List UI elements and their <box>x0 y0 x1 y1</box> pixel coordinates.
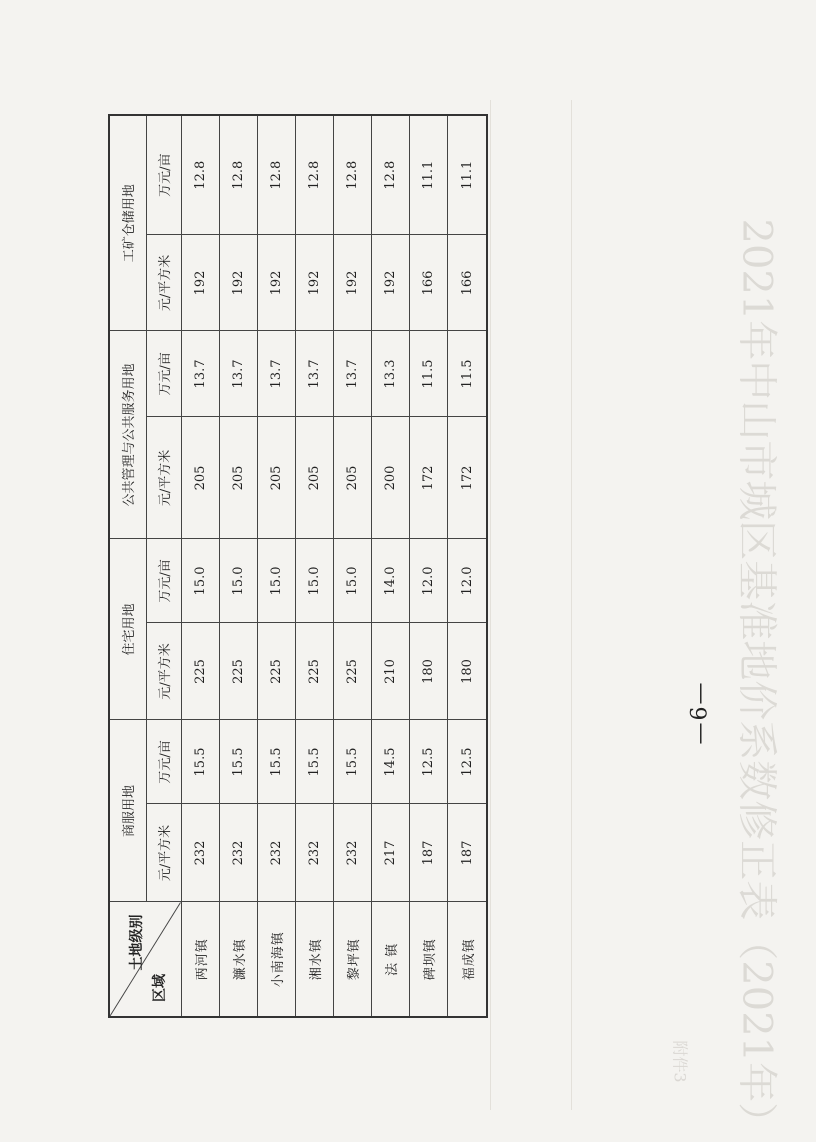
show-through-lines <box>490 100 572 1110</box>
table-cell: 192 <box>334 235 372 331</box>
unit-yuan-per-sqm: 元/平方米 <box>146 417 181 539</box>
table-cell: 225 <box>334 623 372 720</box>
table-cell: 205 <box>219 417 257 539</box>
table-cell: 14.0 <box>372 539 410 623</box>
town-name: 福成镇 <box>448 902 487 1017</box>
table-cell: 12.8 <box>372 115 410 235</box>
table-cell: 13.7 <box>295 331 333 417</box>
table-row <box>372 115 410 1017</box>
table-row <box>295 115 333 1017</box>
table-cell: 232 <box>257 804 295 902</box>
table-cell: 205 <box>334 417 372 539</box>
table-cell: 13.7 <box>219 331 257 417</box>
header-region: 区域 <box>151 974 168 1002</box>
table-cell: 13.3 <box>372 331 410 417</box>
unit-wan-per-mu: 万元/亩 <box>146 539 181 623</box>
table-cell: 13.7 <box>181 331 219 417</box>
table-cell: 15.0 <box>295 539 333 623</box>
table-cell: 192 <box>372 235 410 331</box>
table-cell: 200 <box>372 417 410 539</box>
table-row <box>334 115 372 1017</box>
table-row <box>448 115 487 1017</box>
show-through-title: 2021年中山市城区基准地价系数修正表（2021年） <box>733 218 780 1142</box>
table-cell: 12.8 <box>257 115 295 235</box>
table-cell: 205 <box>295 417 333 539</box>
table-cell: 225 <box>219 623 257 720</box>
table-cell: 205 <box>257 417 295 539</box>
table-header-row-categories <box>109 115 146 1017</box>
table-cell: 187 <box>448 804 487 902</box>
table-cell: 15.5 <box>257 720 295 804</box>
table-cell: 192 <box>181 235 219 331</box>
unit-wan-per-mu: 万元/亩 <box>146 115 181 235</box>
unit-yuan-per-sqm: 元/平方米 <box>146 804 181 902</box>
table-cell: 12.8 <box>334 115 372 235</box>
table-cell: 232 <box>334 804 372 902</box>
table-cell: 13.7 <box>257 331 295 417</box>
town-name: 濂水镇 <box>219 902 257 1017</box>
table-cell: 232 <box>181 804 219 902</box>
town-name: 湘水镇 <box>295 902 333 1017</box>
table-cell: 180 <box>410 623 448 720</box>
table-cell: 12.8 <box>295 115 333 235</box>
header-grade: 土地级别 <box>129 914 145 971</box>
table-cell: 15.5 <box>295 720 333 804</box>
town-name: 两河镇 <box>181 902 219 1017</box>
land-price-table <box>108 114 488 1018</box>
header-residential: 住宅用地 <box>109 539 146 720</box>
unit-wan-per-mu: 万元/亩 <box>146 720 181 804</box>
table-cell: 166 <box>410 235 448 331</box>
table-cell: 225 <box>257 623 295 720</box>
table-cell: 12.5 <box>410 720 448 804</box>
show-through-attachment-label: 附件3 <box>670 1040 690 1083</box>
page-number: —6— <box>687 680 713 745</box>
table-cell: 192 <box>257 235 295 331</box>
table-header-row-units <box>146 115 181 1017</box>
table-cell: 210 <box>372 623 410 720</box>
table-cell: 232 <box>219 804 257 902</box>
header-public-service: 公共管理与公共服务用地 <box>109 331 146 539</box>
header-industrial: 工矿仓储用地 <box>109 115 146 331</box>
table-cell: 12.0 <box>448 539 487 623</box>
table-cell: 225 <box>295 623 333 720</box>
table-cell: 12.8 <box>219 115 257 235</box>
unit-yuan-per-sqm: 元/平方米 <box>146 623 181 720</box>
table-cell: 15.5 <box>181 720 219 804</box>
table-cell: 180 <box>448 623 487 720</box>
town-name: 法 镇 <box>372 902 410 1017</box>
table-cell: 11.1 <box>410 115 448 235</box>
table-cell: 187 <box>410 804 448 902</box>
table-cell: 225 <box>181 623 219 720</box>
town-name: 碑坝镇 <box>410 902 448 1017</box>
header-commercial: 商服用地 <box>109 720 146 902</box>
table-cell: 217 <box>372 804 410 902</box>
unit-wan-per-mu: 万元/亩 <box>146 331 181 417</box>
table-row <box>410 115 448 1017</box>
table-row <box>181 115 219 1017</box>
rotated-table-container <box>108 116 488 1018</box>
table-cell: 166 <box>448 235 487 331</box>
table-cell: 12.0 <box>410 539 448 623</box>
table-cell: 15.0 <box>334 539 372 623</box>
table-cell: 15.0 <box>181 539 219 623</box>
table-cell: 11.1 <box>448 115 487 235</box>
table-cell: 12.5 <box>448 720 487 804</box>
town-name: 小南海镇 <box>257 902 295 1017</box>
table-cell: 15.5 <box>219 720 257 804</box>
table-cell: 11.5 <box>448 331 487 417</box>
table-row <box>219 115 257 1017</box>
table-cell: 192 <box>295 235 333 331</box>
town-name: 黎坪镇 <box>334 902 372 1017</box>
table-cell: 172 <box>410 417 448 539</box>
table-cell: 192 <box>219 235 257 331</box>
table-cell: 15.0 <box>257 539 295 623</box>
unit-yuan-per-sqm: 元/平方米 <box>146 235 181 331</box>
table-cell: 11.5 <box>410 331 448 417</box>
table-cell: 13.7 <box>334 331 372 417</box>
table-cell: 15.0 <box>219 539 257 623</box>
diagonal-header-cell <box>109 902 181 1017</box>
table-cell: 14.5 <box>372 720 410 804</box>
table-cell: 205 <box>181 417 219 539</box>
table-cell: 232 <box>295 804 333 902</box>
table-cell: 12.8 <box>181 115 219 235</box>
table-cell: 172 <box>448 417 487 539</box>
table-cell: 15.5 <box>334 720 372 804</box>
table-row <box>257 115 295 1017</box>
